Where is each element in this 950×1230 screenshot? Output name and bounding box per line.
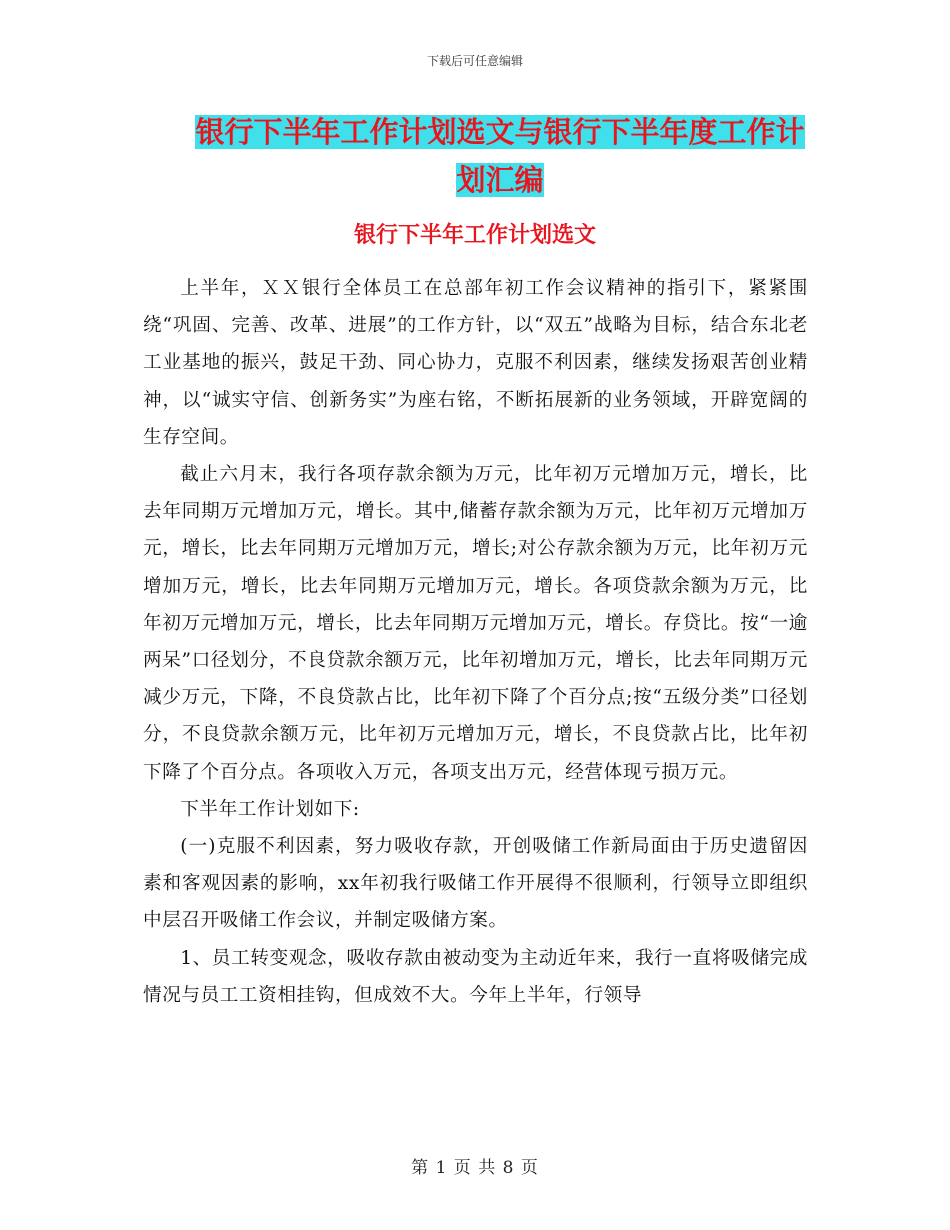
paragraph: 截止六月末，我行各项存款余额为万元，比年初万元增加万元，增长，比去年同期万元增加万元，增长。其中,储蓄存款余额为万元，比年初万元增加万元，增长，比去年同期万元增加万元，增长;对公存款余额为万元，比年初万元增加万元，增长，比去年同期万元增加万元，增长。各项贷款余额为万元，比年初万元增加万元，增长，比去年同期万元增加万元，增长。存贷比。按“一逾两呆”口径划分，不良贷款余额万元，比年初增加万元，增长，比去年同期万元减少万元，下降，不良贷款占比，比年初下降了个百分点;按“五级分类”口径划分，不良贷款余额万元，比年初万元增加万元，增长，不良贷款占比，比年初下降了个百分点。各项收入万元，各项支出万元，经营体现亏损万元。: [143, 464, 808, 783]
body-text: [143, 270, 808, 1014]
document-title-text: 银行下半年工作计划选文与银行下半年度工作计划汇编: [195, 115, 805, 197]
paragraph: 1、员工转变观念，吸收存款由被动变为主动近年来，我行一直将吸储完成情况与员工工资相挂钩，但成效不大。今年上半年，行领导: [143, 947, 808, 1006]
page-footer: 第 1 页 共 8 页: [411, 1158, 539, 1178]
header-note: 下载后可任意编辑: [426, 54, 523, 68]
paragraph: 上半年，ＸＸ银行全体员工在总部年初工作会议精神的指引下，紧紧围绕“巩固、完善、改革、进展”的工作方针，以“双五”战略为目标，结合东北老工业基地的振兴，鼓足干劲、同心协力，克服不利因素，继续发扬艰苦创业精神，以“诚实守信、创新务实”为座右铭，不断拓展新的业务领域，开辟宽阔的生存空间。: [143, 278, 808, 448]
paragraph: 下半年工作计划如下:: [180, 798, 360, 820]
document-title: [190, 108, 810, 204]
paragraph: (一)克服不利因素，努力吸收存款，开创吸储工作新局面由于历史遗留因素和客观因素的影响，xx年初我行吸储工作开展得不很顺利，行领导立即组织中层召开吸储工作会议，并制定吸储方案。: [143, 836, 808, 932]
section-title: 银行下半年工作计划选文: [353, 223, 596, 248]
